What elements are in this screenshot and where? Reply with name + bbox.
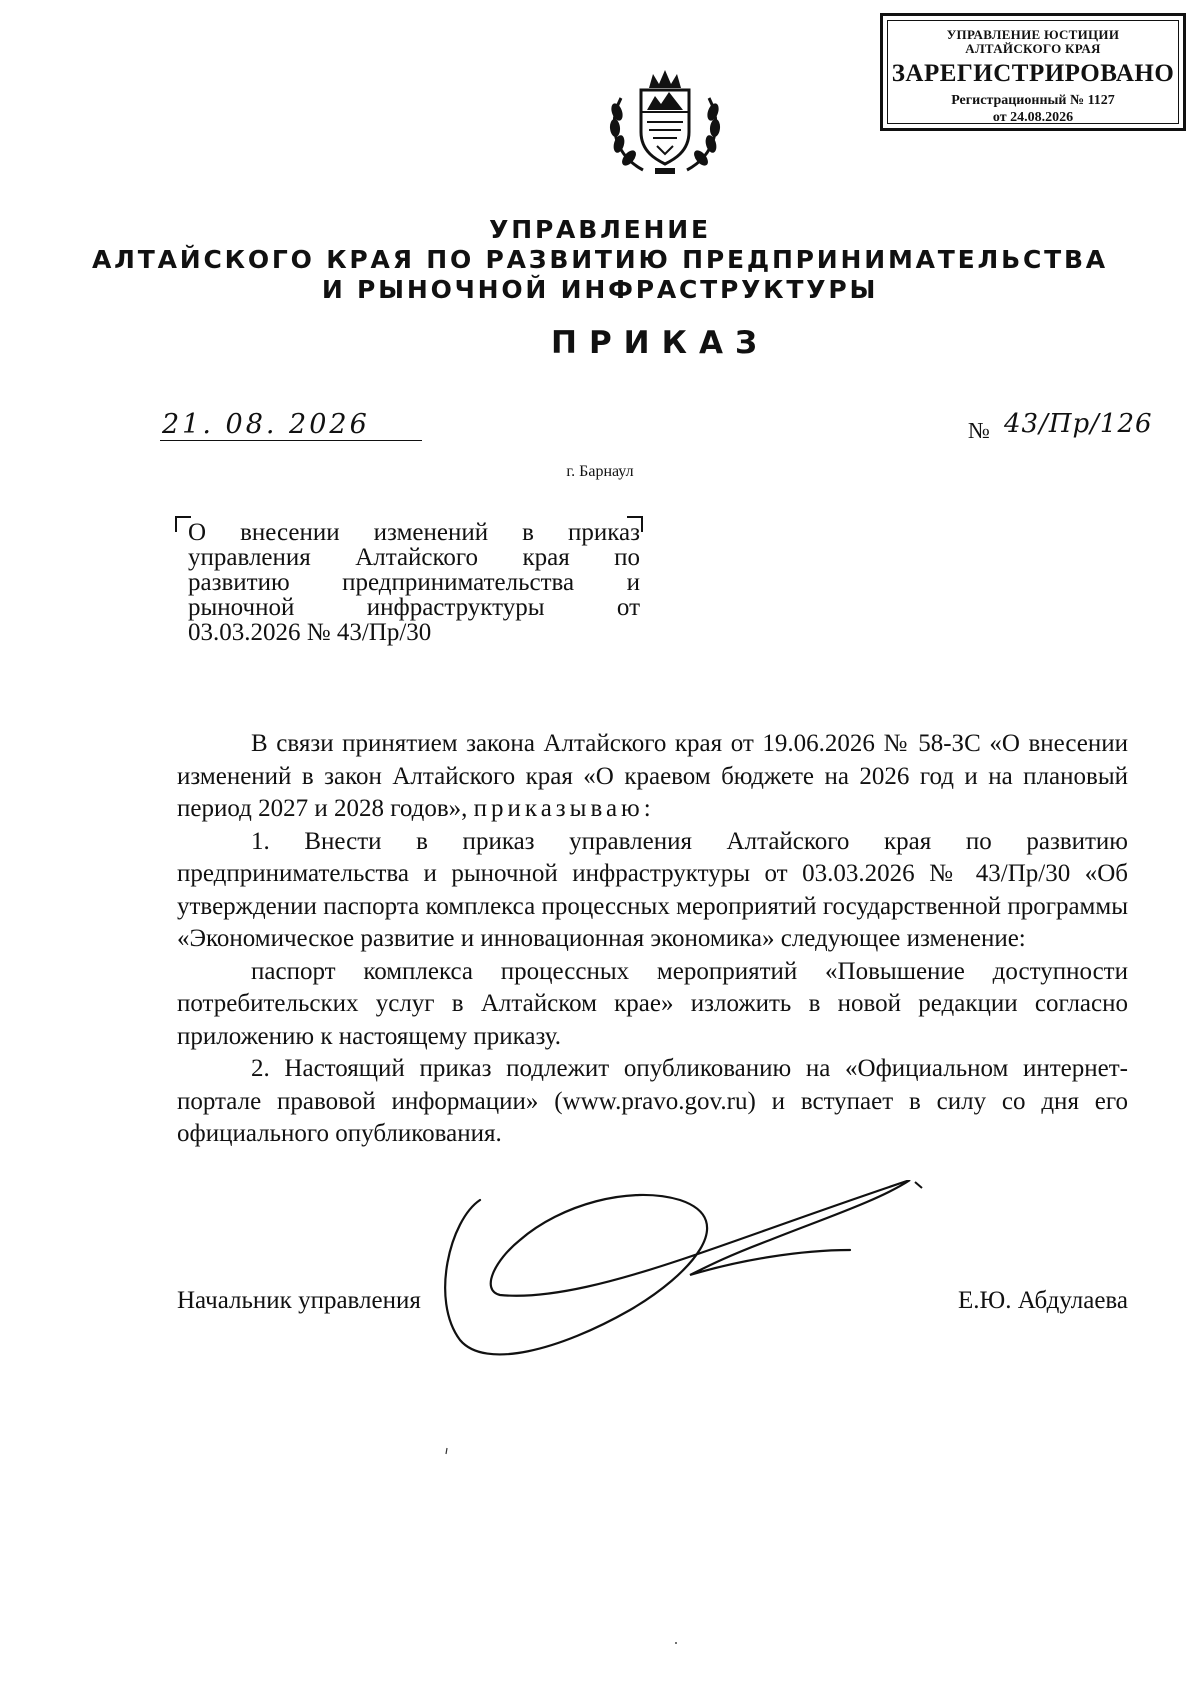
handwritten-order-number: 43/Пр/126 bbox=[1004, 409, 1153, 439]
title-line: 03.03.2026 № 43/Пр/30 bbox=[188, 619, 432, 646]
title-line: рыночной инфраструктуры от bbox=[188, 594, 640, 621]
city: г. Барнаул bbox=[566, 463, 634, 480]
preamble-text: В связи принятием закона Алтайского края от 19.06.2026 № 58-ЗС «О внесении изменений в закон Алтайского края «О краевом бюджете на 2026 год и на плановый период 2027 и 2028 годов», bbox=[177, 730, 1128, 822]
header-line-2: АЛТАЙСКОГО КРАЯ ПО РАЗВИТИЮ ПРЕДПРИНИМАТЕЛЬСТВА bbox=[92, 245, 1108, 274]
header-line-3: И РЫНОЧНОЙ ИНФРАСТРУКТУРЫ bbox=[321, 275, 879, 304]
stamp-reg-date: от 24.08.2026 bbox=[992, 110, 1074, 125]
stamp-reg-number: Регистрационный № 1127 bbox=[951, 93, 1115, 108]
signatory-name: Е.Ю. Абдулаева bbox=[958, 1287, 1128, 1314]
number-label: № bbox=[968, 418, 990, 443]
title-line: О внесении изменений в приказ bbox=[188, 519, 640, 546]
handwritten-date: 21. 08. 2026 bbox=[162, 409, 370, 440]
body-paragraph-4: 2. Настоящий приказ подлежит опубликованию на «Официальном интернет-портале правовой информации» (www.pravo.gov.ru) и вступает в силу со дня его официального опубликования. bbox=[177, 1055, 1128, 1147]
header-line-1: УПРАВЛЕНИЕ bbox=[489, 215, 711, 244]
document-type: ПРИКАЗ bbox=[551, 325, 769, 361]
body-paragraph-2: 1. Внести в приказ управления Алтайского края по развитию предпринимательства и рыночной инфраструктуры от 03.03.2026 № 43/Пр/30 «Об утверждении паспорта комплекса процессных мероприятий государственной программы «Экономическое развитие и инновационная экономика» следующее изменение: bbox=[177, 827, 1128, 952]
stamp-org-line1: УПРАВЛЕНИЕ ЮСТИЦИИ bbox=[946, 27, 1120, 42]
title-line: развитию предпринимательства и bbox=[188, 569, 640, 596]
body-paragraph-3: паспорт комплекса процессных мероприятий «Повышение доступности потребительских услуг в Алтайском крае» изложить в новой редакции согласно приложению к настоящему приказу. bbox=[177, 957, 1128, 1050]
stamp-status: ЗАРЕГИСТРИРОВАНО bbox=[891, 60, 1175, 87]
title-line: управления Алтайского края по bbox=[188, 544, 640, 571]
stamp-org-line2: АЛТАЙСКОГО КРАЯ bbox=[965, 41, 1101, 56]
signatory-position: Начальник управления bbox=[177, 1287, 421, 1314]
order-word-inline: приказываю: bbox=[473, 795, 655, 822]
